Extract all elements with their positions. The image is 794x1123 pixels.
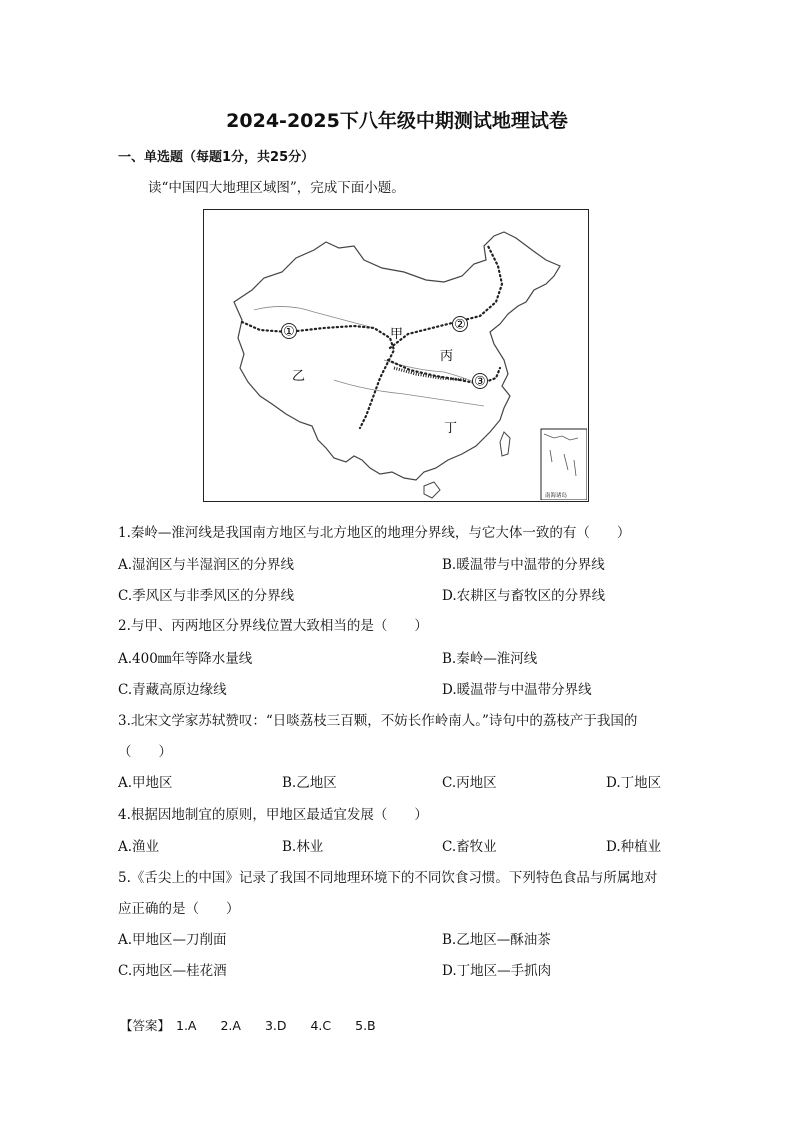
question-5-option-d[interactable]: D.丁地区—手抓肉 — [442, 963, 552, 979]
answer-key — [120, 1016, 396, 1034]
section-heading: 一、单选题（每题1分，共25分） — [118, 150, 315, 165]
answer-item-2: 2.A — [220, 1018, 241, 1033]
question-3-stem-continued: （ ） — [118, 744, 172, 760]
line-label-2-marker — [453, 317, 468, 333]
answer-item-3: 3.D — [264, 1018, 287, 1033]
hainan-outline — [424, 482, 440, 498]
question-5-stem: 5.《舌尖上的中国》记录了我国不同地理环境下的不同饮食习惯。下列特色食品与所属地对 — [118, 870, 658, 886]
question-2-option-d[interactable]: D.暖温带与中温带分界线 — [442, 682, 592, 698]
line-label-2: ② — [454, 317, 466, 333]
answer-item-1: 1.A — [176, 1018, 197, 1033]
answer-item-5: 5.B — [355, 1018, 376, 1033]
question-5-option-b[interactable]: B.乙地区—酥油茶 — [442, 932, 551, 948]
region-label-bing: 丙 — [440, 349, 454, 364]
answer-item-4: 4.C — [310, 1018, 332, 1033]
question-2-stem: 2.与甲、丙两地区分界线位置大致相当的是（ ） — [118, 618, 428, 634]
region-label-jia: 甲 — [390, 327, 404, 342]
question-4-option-c[interactable]: C.畜牧业 — [442, 839, 497, 855]
line-label-1-marker — [282, 324, 297, 340]
line-label-1: ① — [283, 324, 295, 340]
taiwan-outline — [500, 432, 510, 456]
question-3-option-d[interactable]: D.丁地区 — [606, 775, 662, 791]
question-3-option-c[interactable]: C.丙地区 — [442, 775, 497, 791]
china-regions-map — [203, 209, 589, 502]
question-2-option-a[interactable]: A.400㎜年等降水量线 — [118, 651, 253, 667]
boundary-line-1 — [242, 322, 394, 428]
boundary-line-2 — [390, 246, 502, 348]
china-outline — [234, 232, 560, 480]
question-4-option-b[interactable]: B.林业 — [282, 839, 324, 855]
question-3-stem: 3.北宋文学家苏轼赞叹：“日啖荔枝三百颗，不妨长作岭南人。”诗句中的荔枝产于我国的 — [118, 713, 638, 729]
map-drawing — [204, 210, 587, 500]
question-5-option-c[interactable]: C.丙地区—桂花酒 — [118, 963, 227, 979]
question-1-stem: 1.秦岭—淮河线是我国南方地区与北方地区的地理分界线，与它大体一致的有（ ） — [118, 525, 631, 541]
question-2-option-b[interactable]: B.秦岭—淮河线 — [442, 651, 538, 667]
question-1-option-c[interactable]: C.季风区与非季风区的分界线 — [118, 588, 295, 604]
question-5-option-a[interactable]: A.甲地区—刀削面 — [118, 932, 227, 948]
region-label-ding: 丁 — [444, 421, 458, 436]
question-3-option-a[interactable]: A.甲地区 — [118, 775, 173, 791]
line-label-3: ③ — [474, 374, 486, 390]
answer-label: 【答案】 — [120, 1018, 171, 1033]
question-2-option-c[interactable]: C.青藏高原边缘线 — [118, 682, 227, 698]
question-4-option-a[interactable]: A.渔业 — [118, 839, 160, 855]
question-5-stem-continued: 应正确的是（ ） — [118, 901, 240, 917]
question-1-option-b[interactable]: B.暖温带与中温带的分界线 — [442, 557, 605, 573]
question-4-stem: 4.根据因地制宜的原则，甲地区最适宜发展（ ） — [118, 807, 428, 823]
question-4-option-d[interactable]: D.种植业 — [606, 839, 662, 855]
question-3-option-b[interactable]: B.乙地区 — [282, 775, 337, 791]
intro-text: 读“中国四大地理区域图”，完成下面小题。 — [148, 180, 405, 196]
inset-frame — [541, 429, 587, 500]
page-title: 2024-2025下八年级中期测试地理试卷 — [226, 110, 568, 132]
region-label-yi: 乙 — [292, 369, 306, 384]
question-1-option-a[interactable]: A.湿润区与半湿润区的分界线 — [118, 557, 295, 573]
question-1-option-d[interactable]: D.农耕区与畜牧区的分界线 — [442, 588, 606, 604]
inset-label: 南海诸岛 — [545, 493, 568, 499]
line-label-3-marker — [473, 374, 488, 390]
